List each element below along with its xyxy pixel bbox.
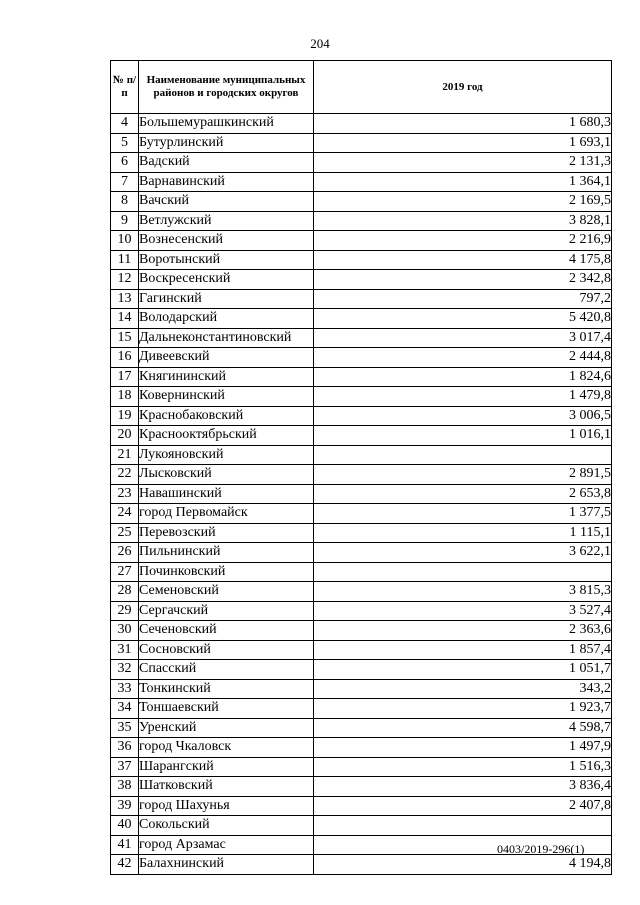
value-2019-cell bbox=[314, 816, 612, 836]
district-name-cell: Навашинский bbox=[139, 484, 314, 504]
row-number-cell: 16 bbox=[111, 348, 139, 368]
table-row bbox=[111, 699, 612, 719]
table-row bbox=[111, 211, 612, 231]
district-name-cell: Перевозский bbox=[139, 523, 314, 543]
row-number-cell: 11 bbox=[111, 250, 139, 270]
row-number-cell: 4 bbox=[111, 114, 139, 134]
row-number-cell: 39 bbox=[111, 796, 139, 816]
value-2019-cell: 4 194,8 bbox=[314, 855, 612, 875]
district-name-cell: Ветлужский bbox=[139, 211, 314, 231]
header-num: № п/п bbox=[111, 61, 139, 114]
value-2019-cell: 5 420,8 bbox=[314, 309, 612, 329]
district-name-cell: Лукояновский bbox=[139, 445, 314, 465]
header-row bbox=[111, 61, 612, 114]
table-row bbox=[111, 114, 612, 134]
district-name-cell: Большемурашкинский bbox=[139, 114, 314, 134]
table-row bbox=[111, 543, 612, 563]
district-name-cell: Вадский bbox=[139, 153, 314, 173]
row-number-cell: 32 bbox=[111, 660, 139, 680]
row-number-cell: 18 bbox=[111, 387, 139, 407]
row-number-cell: 28 bbox=[111, 582, 139, 602]
district-name-cell: Пильнинский bbox=[139, 543, 314, 563]
value-2019-cell: 797,2 bbox=[314, 289, 612, 309]
value-2019-cell: 1 923,7 bbox=[314, 699, 612, 719]
row-number-cell: 42 bbox=[111, 855, 139, 875]
table-row bbox=[111, 601, 612, 621]
value-2019-cell: 1 016,1 bbox=[314, 426, 612, 446]
district-name-cell: Сергачский bbox=[139, 601, 314, 621]
value-2019-cell: 2 216,9 bbox=[314, 231, 612, 251]
table-row bbox=[111, 855, 612, 875]
row-number-cell: 12 bbox=[111, 270, 139, 290]
table-row bbox=[111, 426, 612, 446]
table-row bbox=[111, 133, 612, 153]
table-row bbox=[111, 738, 612, 758]
district-name-cell: Дальнеконстантиновский bbox=[139, 328, 314, 348]
value-2019-cell: 2 653,8 bbox=[314, 484, 612, 504]
district-name-cell: Варнавинский bbox=[139, 172, 314, 192]
table-row bbox=[111, 777, 612, 797]
table-row bbox=[111, 523, 612, 543]
district-name-cell: Починковский bbox=[139, 562, 314, 582]
row-number-cell: 10 bbox=[111, 231, 139, 251]
district-name-cell: Шатковский bbox=[139, 777, 314, 797]
row-number-cell: 7 bbox=[111, 172, 139, 192]
table-row bbox=[111, 679, 612, 699]
value-2019-cell: 1 516,3 bbox=[314, 757, 612, 777]
table-row bbox=[111, 660, 612, 680]
table-header bbox=[111, 61, 612, 114]
row-number-cell: 25 bbox=[111, 523, 139, 543]
table-row bbox=[111, 718, 612, 738]
table-row bbox=[111, 640, 612, 660]
table-row bbox=[111, 231, 612, 251]
district-name-cell: Воротынский bbox=[139, 250, 314, 270]
table-row bbox=[111, 348, 612, 368]
table-row bbox=[111, 172, 612, 192]
value-2019-cell: 3 815,3 bbox=[314, 582, 612, 602]
header-name: Наименование муниципальных районов и городских округов bbox=[139, 61, 314, 114]
row-number-cell: 37 bbox=[111, 757, 139, 777]
value-2019-cell: 1 479,8 bbox=[314, 387, 612, 407]
value-2019-cell: 3 017,4 bbox=[314, 328, 612, 348]
value-2019-cell: 1 680,3 bbox=[314, 114, 612, 134]
header-value: 2019 год bbox=[314, 61, 612, 114]
value-2019-cell: 2 169,5 bbox=[314, 192, 612, 212]
table-body bbox=[111, 114, 612, 875]
value-2019-cell: 2 131,3 bbox=[314, 153, 612, 173]
row-number-cell: 27 bbox=[111, 562, 139, 582]
district-name-cell: Сосновский bbox=[139, 640, 314, 660]
district-name-cell: город Чкаловск bbox=[139, 738, 314, 758]
value-2019-cell: 3 006,5 bbox=[314, 406, 612, 426]
value-2019-cell: 2 891,5 bbox=[314, 465, 612, 485]
table-row bbox=[111, 270, 612, 290]
row-number-cell: 26 bbox=[111, 543, 139, 563]
row-number-cell: 19 bbox=[111, 406, 139, 426]
table-row bbox=[111, 796, 612, 816]
row-number-cell: 13 bbox=[111, 289, 139, 309]
value-2019-cell bbox=[314, 562, 612, 582]
district-name-cell: город Шахунья bbox=[139, 796, 314, 816]
district-name-cell: Лысковский bbox=[139, 465, 314, 485]
value-2019-cell: 1 051,7 bbox=[314, 660, 612, 680]
district-name-cell: Княгининский bbox=[139, 367, 314, 387]
district-name-cell: Спасский bbox=[139, 660, 314, 680]
value-2019-cell: 3 527,4 bbox=[314, 601, 612, 621]
district-name-cell: Сокольский bbox=[139, 816, 314, 836]
value-2019-cell: 3 836,4 bbox=[314, 777, 612, 797]
data-table bbox=[110, 60, 612, 875]
table-row bbox=[111, 289, 612, 309]
row-number-cell: 6 bbox=[111, 153, 139, 173]
district-name-cell: Бутурлинский bbox=[139, 133, 314, 153]
row-number-cell: 35 bbox=[111, 718, 139, 738]
district-name-cell: Краснобаковский bbox=[139, 406, 314, 426]
district-name-cell: Балахнинский bbox=[139, 855, 314, 875]
table-row bbox=[111, 153, 612, 173]
table-row bbox=[111, 192, 612, 212]
district-name-cell: Семеновский bbox=[139, 582, 314, 602]
table-row bbox=[111, 484, 612, 504]
value-2019-cell: 343,2 bbox=[314, 679, 612, 699]
table-row bbox=[111, 504, 612, 524]
table-row bbox=[111, 309, 612, 329]
row-number-cell: 36 bbox=[111, 738, 139, 758]
value-2019-cell: 2 363,6 bbox=[314, 621, 612, 641]
row-number-cell: 17 bbox=[111, 367, 139, 387]
district-name-cell: город Арзамас bbox=[139, 835, 314, 855]
district-name-cell: Краснооктябрьский bbox=[139, 426, 314, 446]
value-2019-cell: 2 444,8 bbox=[314, 348, 612, 368]
page-number: 204 bbox=[310, 36, 330, 51]
value-2019-cell: 1 377,5 bbox=[314, 504, 612, 524]
row-number-cell: 5 bbox=[111, 133, 139, 153]
value-2019-cell: 2 342,8 bbox=[314, 270, 612, 290]
row-number-cell: 33 bbox=[111, 679, 139, 699]
table-row bbox=[111, 367, 612, 387]
district-name-cell: Ковернинский bbox=[139, 387, 314, 407]
table-row bbox=[111, 387, 612, 407]
district-name-cell: город Первомайск bbox=[139, 504, 314, 524]
district-name-cell: Уренский bbox=[139, 718, 314, 738]
table-row bbox=[111, 445, 612, 465]
value-2019-cell: 1 364,1 bbox=[314, 172, 612, 192]
row-number-cell: 30 bbox=[111, 621, 139, 641]
table-row bbox=[111, 582, 612, 602]
table-row bbox=[111, 562, 612, 582]
value-2019-cell: 3 828,1 bbox=[314, 211, 612, 231]
row-number-cell: 41 bbox=[111, 835, 139, 855]
row-number-cell: 22 bbox=[111, 465, 139, 485]
row-number-cell: 24 bbox=[111, 504, 139, 524]
value-2019-cell bbox=[314, 445, 612, 465]
table-row bbox=[111, 406, 612, 426]
value-2019-cell: 2 407,8 bbox=[314, 796, 612, 816]
row-number-cell: 21 bbox=[111, 445, 139, 465]
district-name-cell: Вознесенский bbox=[139, 231, 314, 251]
district-name-cell: Шарангский bbox=[139, 757, 314, 777]
row-number-cell: 8 bbox=[111, 192, 139, 212]
value-2019-cell: 1 857,4 bbox=[314, 640, 612, 660]
table-row bbox=[111, 328, 612, 348]
row-number-cell: 9 bbox=[111, 211, 139, 231]
row-number-cell: 31 bbox=[111, 640, 139, 660]
district-name-cell: Тонкинский bbox=[139, 679, 314, 699]
document-code: 0403/2019-296(1) bbox=[497, 842, 585, 856]
value-2019-cell: 1 824,6 bbox=[314, 367, 612, 387]
row-number-cell: 38 bbox=[111, 777, 139, 797]
district-name-cell: Дивеевский bbox=[139, 348, 314, 368]
district-name-cell: Гагинский bbox=[139, 289, 314, 309]
value-2019-cell: 1 693,1 bbox=[314, 133, 612, 153]
row-number-cell: 40 bbox=[111, 816, 139, 836]
row-number-cell: 34 bbox=[111, 699, 139, 719]
value-2019-cell: 1 497,9 bbox=[314, 738, 612, 758]
district-name-cell: Тоншаевский bbox=[139, 699, 314, 719]
value-2019-cell: 4 598,7 bbox=[314, 718, 612, 738]
row-number-cell: 15 bbox=[111, 328, 139, 348]
table-row bbox=[111, 816, 612, 836]
row-number-cell: 14 bbox=[111, 309, 139, 329]
table-row bbox=[111, 621, 612, 641]
table-row bbox=[111, 465, 612, 485]
row-number-cell: 20 bbox=[111, 426, 139, 446]
table-row bbox=[111, 757, 612, 777]
table-row bbox=[111, 250, 612, 270]
district-name-cell: Воскресенский bbox=[139, 270, 314, 290]
district-name-cell: Вачский bbox=[139, 192, 314, 212]
district-name-cell: Сеченовский bbox=[139, 621, 314, 641]
value-2019-cell: 1 115,1 bbox=[314, 523, 612, 543]
value-2019-cell: 3 622,1 bbox=[314, 543, 612, 563]
row-number-cell: 23 bbox=[111, 484, 139, 504]
value-2019-cell: 4 175,8 bbox=[314, 250, 612, 270]
row-number-cell: 29 bbox=[111, 601, 139, 621]
district-name-cell: Володарский bbox=[139, 309, 314, 329]
